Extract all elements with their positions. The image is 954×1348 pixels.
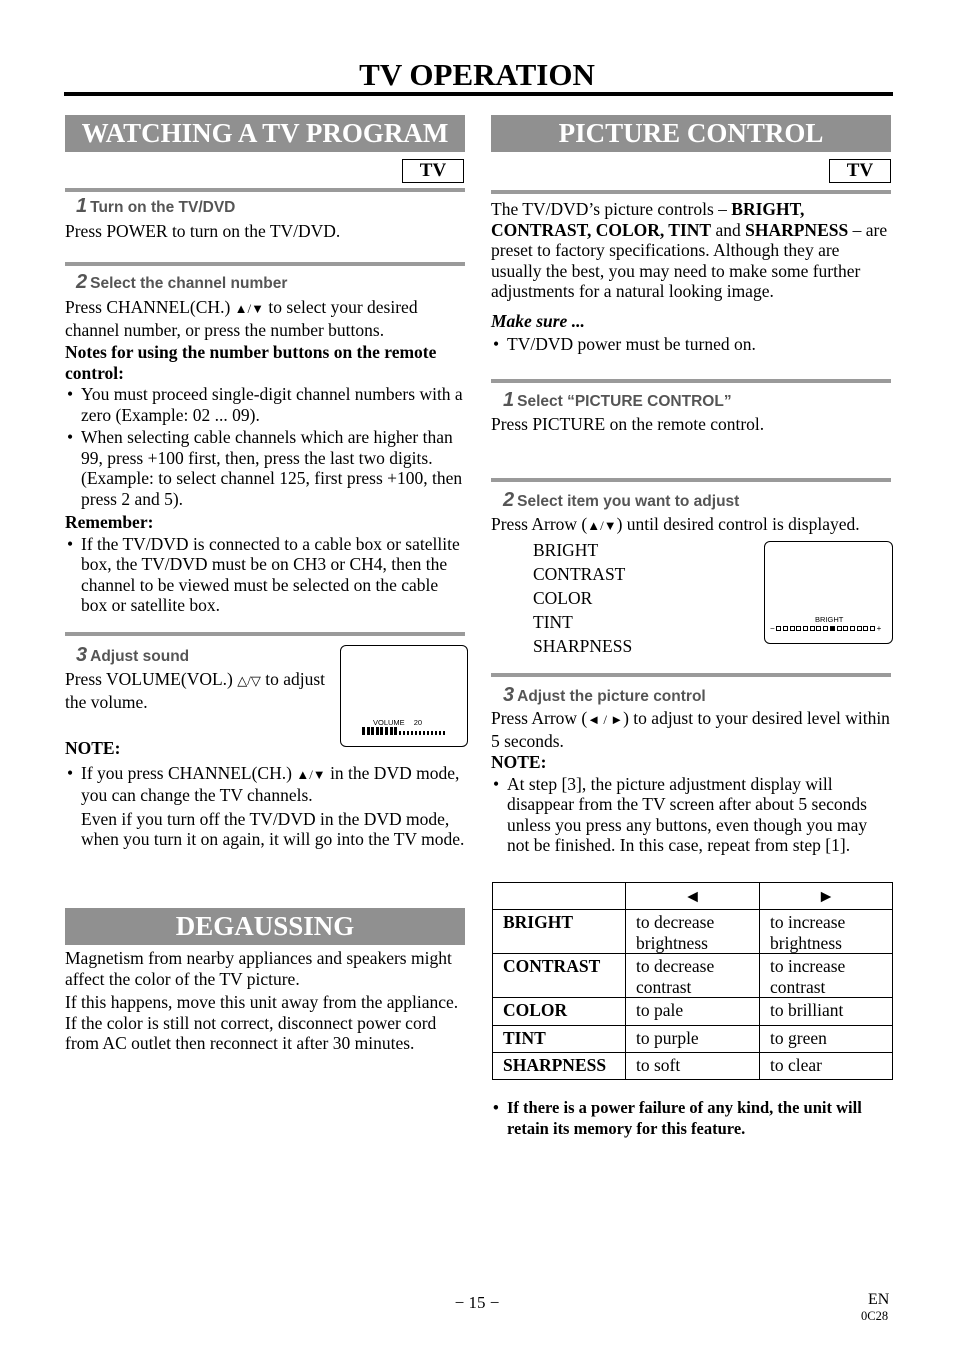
row-label: CONTRAST bbox=[493, 954, 626, 998]
volume-segment bbox=[427, 731, 429, 735]
plus-icon: + bbox=[876, 624, 882, 633]
picture-item: BRIGHT bbox=[533, 540, 599, 560]
volume-segment bbox=[407, 731, 409, 735]
step-divider bbox=[491, 379, 891, 383]
picture-item: CONTRAST bbox=[533, 564, 626, 584]
make-sure-heading: Make sure ... bbox=[491, 310, 585, 331]
row-label: BRIGHT bbox=[493, 910, 626, 954]
row-label: SHARPNESS bbox=[493, 1053, 626, 1080]
document-code: 0C28 bbox=[861, 1309, 889, 1323]
volume-segment bbox=[415, 731, 417, 735]
degaussing-paragraph: If this happens, move this unit away from the appliance. If the color is still not correct, disconnect power cord from AC outlet then reconnect it after 30 minutes. bbox=[65, 992, 459, 1053]
volume-segment bbox=[435, 731, 437, 735]
picture-step1-body: Press PICTURE on the remote control. bbox=[491, 414, 765, 434]
row-right-effect: to increase contrast bbox=[760, 954, 893, 998]
remember-item: • If the TV/DVD is connected to a cable box or satellite box, the TV/DVD must be on CH3 or CH4, then the channel to be viewed must be selected on the cable box or satellite box. bbox=[65, 534, 467, 616]
step-number: 3 bbox=[503, 684, 515, 706]
volume-up-down-icon: △/▽ bbox=[237, 673, 261, 688]
watching-mode-badge: TV bbox=[402, 159, 464, 183]
bright-segment bbox=[830, 626, 835, 631]
page-number: − 15 − bbox=[454, 1293, 500, 1312]
make-sure-item: • TV/DVD power must be turned on. bbox=[491, 334, 893, 355]
up-down-arrow-icon: ▲/▼ bbox=[587, 518, 617, 533]
degaussing-paragraph: Magnetism from nearby appliances and speakers might affect the color of the TV picture. bbox=[65, 948, 452, 989]
bright-segment bbox=[870, 626, 875, 631]
volume-segment bbox=[394, 727, 397, 735]
up-down-arrow-icon: ▲/▼ bbox=[234, 301, 265, 316]
bright-screen-display bbox=[764, 541, 893, 644]
volume-segment bbox=[419, 731, 421, 735]
row-left-effect: to pale bbox=[626, 998, 760, 1026]
row-left-effect: to purple bbox=[626, 1026, 760, 1053]
volume-segment bbox=[367, 727, 370, 735]
volume-segment bbox=[443, 731, 445, 735]
volume-segment bbox=[376, 727, 379, 735]
note-item: • At step [3], the picture adjustment display will disappear from the TV screen after about 5 seconds unless you press any buttons, even though you may not be finished. In this case, repeat from step [1]. bbox=[491, 774, 893, 856]
step-title: Turn on the TV/DVD bbox=[90, 199, 236, 216]
bright-segment bbox=[783, 626, 788, 631]
step-number: 1 bbox=[76, 195, 88, 217]
step-divider bbox=[65, 188, 465, 192]
bright-segment bbox=[850, 626, 855, 631]
language-code: EN bbox=[868, 1291, 890, 1308]
picture-section-header: PICTURE CONTROL bbox=[491, 115, 891, 152]
table-row bbox=[493, 1053, 893, 1080]
volume-segment bbox=[431, 731, 433, 735]
watching-step3-heading bbox=[76, 645, 189, 667]
bright-segment bbox=[803, 626, 808, 631]
bright-level-bar bbox=[770, 624, 881, 633]
adjustment-table-wrap bbox=[492, 882, 893, 1080]
picture-item: TINT bbox=[533, 612, 573, 632]
table-header-blank bbox=[493, 883, 626, 910]
volume-segment bbox=[385, 727, 388, 735]
watching-note bbox=[65, 738, 467, 850]
step-title: Select item you want to adjust bbox=[517, 493, 740, 510]
picture-intro bbox=[491, 199, 893, 355]
right-arrow-icon: ► bbox=[760, 883, 893, 910]
volume-segment bbox=[439, 731, 441, 735]
step-number: 3 bbox=[76, 644, 88, 666]
bright-segment bbox=[843, 626, 848, 631]
picture-step2-instruction: Press Arrow (▲/▼) until desired control is displayed. bbox=[491, 514, 860, 534]
row-right-effect: to green bbox=[760, 1026, 893, 1053]
step-number: 2 bbox=[503, 489, 515, 511]
degaussing-section-header: DEGAUSSING bbox=[65, 908, 465, 945]
picture-item: SHARPNESS bbox=[533, 636, 633, 656]
volume-segment bbox=[380, 727, 383, 735]
adjust-instruction: Press Arrow (◄ / ►) to adjust to your desired level within 5 seconds. bbox=[491, 708, 890, 751]
row-right-effect: to brilliant bbox=[760, 998, 893, 1026]
bright-segment bbox=[863, 626, 868, 631]
intro-paragraph: The TV/DVD’s picture controls – BRIGHT, CONTRAST, COLOR, TINT and SHARPNESS – are preset to factory specifications. Although they are usually the best, you may need to make some further adjustments for a natural looking image. bbox=[491, 199, 888, 301]
step-number: 1 bbox=[503, 389, 515, 411]
note-item: • When selecting cable channels which are higher than 99, press +100 first, then, press the last two digits. (Example: to select channel 125, first press +100, then press 2 and 5). bbox=[65, 427, 467, 509]
picture-step3-content bbox=[491, 708, 893, 856]
step-divider bbox=[491, 478, 891, 482]
title-rule bbox=[64, 92, 893, 96]
row-left-effect: to decrease brightness bbox=[626, 910, 760, 954]
bright-segment bbox=[790, 626, 795, 631]
table-row bbox=[493, 998, 893, 1026]
watching-section-header: WATCHING A TV PROGRAM bbox=[65, 115, 465, 152]
bright-segment bbox=[776, 626, 781, 631]
bright-segment bbox=[816, 626, 821, 631]
picture-step3-heading bbox=[503, 685, 706, 707]
volume-segment bbox=[403, 731, 405, 735]
picture-step1-heading bbox=[503, 390, 732, 412]
step-title: Adjust sound bbox=[90, 648, 190, 665]
minus-icon: − bbox=[770, 624, 775, 633]
table-header-row bbox=[493, 883, 893, 910]
note-heading: NOTE: bbox=[65, 738, 121, 758]
step-divider bbox=[491, 673, 891, 677]
picture-step2-heading bbox=[503, 490, 739, 512]
step-number: 2 bbox=[76, 271, 88, 293]
picture-items-list bbox=[533, 538, 733, 658]
watching-step1-body: Press POWER to turn on the TV/DVD. bbox=[65, 221, 341, 241]
volume-segment bbox=[390, 727, 393, 735]
bright-segment bbox=[823, 626, 828, 631]
bright-segment bbox=[837, 626, 842, 631]
volume-level-bar bbox=[362, 727, 445, 735]
volume-segment bbox=[362, 727, 365, 735]
row-left-effect: to soft bbox=[626, 1053, 760, 1080]
table-row bbox=[493, 954, 893, 998]
volume-segment bbox=[371, 727, 374, 735]
channel-instruction: Press CHANNEL(CH.) ▲/▼ to select your desired channel number, or press the number buttons. bbox=[65, 297, 418, 340]
picture-item: COLOR bbox=[533, 588, 593, 608]
row-label: TINT bbox=[493, 1026, 626, 1053]
volume-osd-label: VOLUME 20 bbox=[373, 718, 423, 727]
note-heading: NOTE: bbox=[491, 752, 547, 772]
watching-step2-content bbox=[65, 297, 467, 616]
left-arrow-icon: ◄ bbox=[626, 883, 760, 910]
row-label: COLOR bbox=[493, 998, 626, 1026]
page-title: TV OPERATION bbox=[359, 57, 595, 92]
bright-segment bbox=[810, 626, 815, 631]
memory-note: • If there is a power failure of any kind, the unit will retain its memory for this feature. bbox=[491, 1098, 893, 1139]
row-right-effect: to clear bbox=[760, 1053, 893, 1080]
row-right-effect: to increase brightness bbox=[760, 910, 893, 954]
left-right-arrow-icon: ◄ / ► bbox=[587, 712, 624, 727]
volume-instruction: Press VOLUME(VOL.) △/▽ to adjust the volume. bbox=[65, 669, 326, 712]
row-left-effect: to decrease contrast bbox=[626, 954, 760, 998]
step-divider bbox=[65, 632, 465, 636]
step-divider bbox=[65, 262, 465, 266]
table-row bbox=[493, 910, 893, 954]
note-item: • You must proceed single-digit channel numbers with a zero (Example: 02 ... 09). bbox=[65, 384, 467, 425]
degaussing-body bbox=[65, 948, 467, 1054]
step-title: Select the channel number bbox=[90, 275, 288, 292]
note-item: • If you press CHANNEL(CH.) ▲/▼ in the DVD mode, you can change the TV channels. bbox=[65, 763, 467, 806]
volume-segment bbox=[399, 731, 401, 735]
adjustment-table bbox=[492, 882, 893, 1080]
step-divider bbox=[491, 190, 891, 194]
bright-segment bbox=[796, 626, 801, 631]
notes-heading: Notes for using the number buttons on the remote control: bbox=[65, 342, 437, 383]
step-title: Adjust the picture control bbox=[517, 688, 706, 705]
remember-heading: Remember: bbox=[65, 512, 154, 532]
watching-step1-heading bbox=[76, 196, 235, 218]
picture-mode-badge: TV bbox=[829, 159, 891, 183]
volume-screen-display bbox=[340, 645, 468, 747]
bright-segment bbox=[857, 626, 862, 631]
bright-osd-label: BRIGHT bbox=[815, 615, 844, 624]
up-down-arrow-icon: ▲/▼ bbox=[296, 766, 326, 782]
volume-segment bbox=[423, 731, 425, 735]
watching-step2-heading bbox=[76, 272, 287, 294]
volume-segment bbox=[411, 731, 413, 735]
table-row bbox=[493, 1026, 893, 1053]
step-title: Select “PICTURE CONTROL” bbox=[517, 393, 732, 410]
note-continuation: Even if you turn off the TV/DVD in the DVD mode, when you turn it on again, it will go into the TV mode. bbox=[81, 808, 465, 849]
